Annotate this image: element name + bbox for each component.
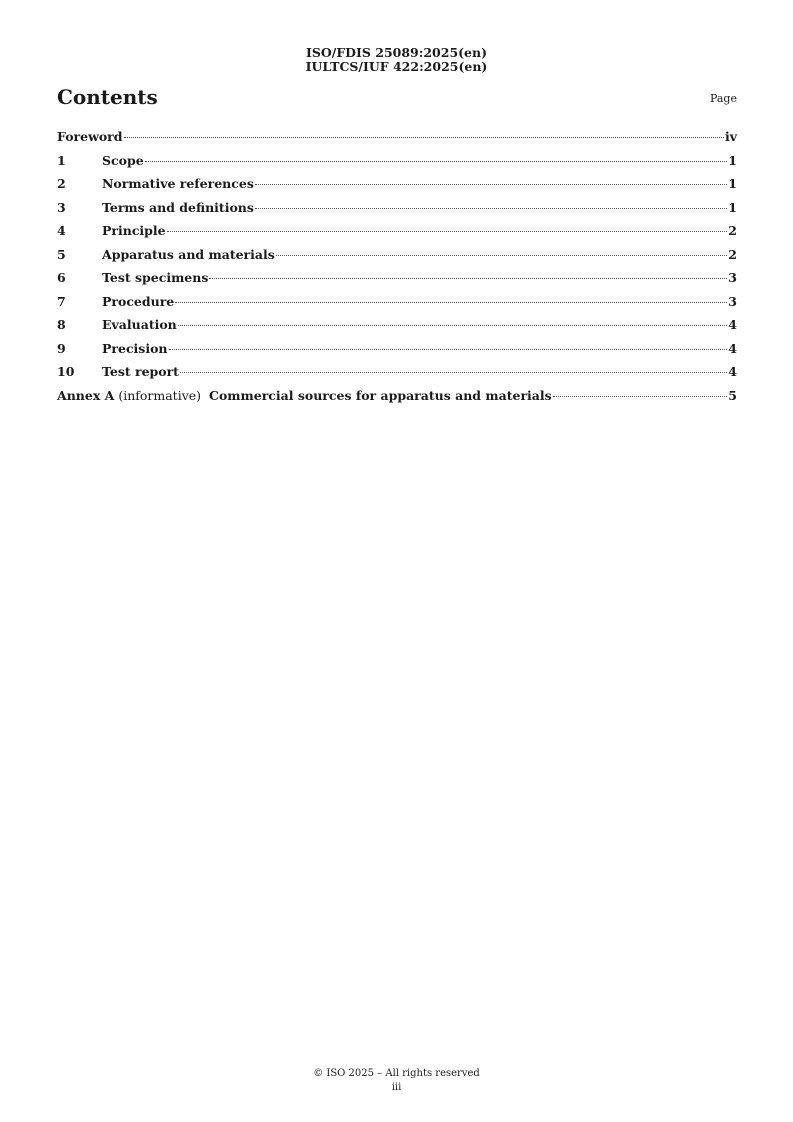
document-header (0, 46, 793, 74)
toc-entry-number: 6 (57, 270, 66, 285)
toc-entry-label: Normative references (102, 176, 254, 191)
toc-entry-evaluation[interactable] (57, 317, 737, 341)
toc-leader-dots (169, 349, 728, 350)
toc-entry-label: Apparatus and materials (102, 246, 275, 262)
toc-entry-label: Commercial sources for apparatus and materials (209, 387, 552, 403)
toc-entry-label: Foreword (57, 129, 123, 144)
toc-leader-dots (255, 208, 727, 209)
toc-entry-precision[interactable] (57, 341, 737, 365)
toc-leader-dots (553, 396, 728, 397)
toc-leader-dots (209, 278, 727, 279)
toc-entry-page: 4 (728, 364, 737, 379)
toc-entry-page: iv (724, 129, 737, 144)
toc-entry-page: 4 (728, 340, 737, 356)
toc-entry-page: 2 (728, 223, 737, 238)
toc-entry-number: 3 (57, 199, 66, 215)
document-footer (0, 1067, 793, 1095)
toc-leader-dots (255, 184, 727, 185)
toc-entry-principle[interactable] (57, 223, 737, 247)
toc-entry-test-report[interactable] (57, 364, 737, 388)
toc-entry-number: 2 (57, 176, 66, 191)
toc-leader-dots (145, 161, 728, 162)
toc-entry-normative-references[interactable] (57, 176, 737, 200)
toc-entry-page: 1 (728, 176, 737, 191)
toc-entry-terms-and-definitions[interactable] (57, 200, 737, 224)
contents-title-row (57, 84, 737, 112)
toc-entry-number: 9 (57, 340, 66, 356)
table-of-contents (57, 129, 737, 411)
toc-entry-label: Terms and definitions (102, 199, 254, 215)
toc-entry-label: Test specimens (102, 270, 209, 285)
toc-entry-label: Procedure (102, 293, 175, 309)
toc-entry-page: 3 (728, 270, 737, 285)
toc-entry-label: Precision (102, 340, 168, 356)
copyright-notice: © ISO 2025 – All rights reserved (313, 1068, 480, 1079)
toc-entry-page: 2 (728, 246, 737, 262)
toc-entry-number: 4 (57, 223, 66, 238)
toc-annex-qualifier: (informative) (118, 387, 202, 403)
toc-entry-label: Scope (102, 152, 144, 168)
toc-entry-number: 7 (57, 293, 66, 309)
toc-entry-test-specimens[interactable] (57, 270, 737, 294)
toc-entry-page: 3 (728, 293, 737, 309)
toc-entry-number: 5 (57, 246, 66, 262)
toc-entry-label: Principle (102, 223, 166, 238)
toc-entry-page: 1 (728, 152, 737, 168)
toc-entry-page: 4 (728, 317, 737, 332)
toc-entry-annex-a[interactable] (57, 388, 737, 412)
toc-annex-prefix: Annex A (57, 387, 115, 403)
toc-leader-dots (167, 231, 728, 232)
toc-leader-dots (180, 372, 727, 373)
toc-entry-scope[interactable] (57, 153, 737, 177)
toc-entry-label: Evaluation (102, 317, 177, 332)
page-column-label: Page (709, 92, 737, 105)
toc-leader-dots (178, 325, 728, 326)
toc-entry-foreword[interactable] (57, 129, 737, 153)
toc-entry-procedure[interactable] (57, 294, 737, 318)
toc-entry-label: Test report (102, 364, 179, 379)
header-iso-reference: ISO/FDIS 25089:2025(en) (305, 45, 488, 60)
header-iultcs-reference: IULTCS/IUF 422:2025(en) (305, 59, 488, 74)
toc-entry-apparatus-and-materials[interactable] (57, 247, 737, 271)
contents-title: Contents (57, 85, 158, 109)
toc-leader-dots (175, 302, 727, 303)
toc-entry-number: 1 (57, 152, 66, 168)
toc-entry-page: 5 (728, 387, 737, 403)
toc-leader-dots (276, 255, 728, 256)
page-number: iii (391, 1082, 402, 1093)
toc-entry-page: 1 (728, 199, 737, 215)
toc-leader-dots (124, 137, 724, 138)
toc-entry-number: 10 (57, 364, 75, 379)
toc-entry-number: 8 (57, 317, 66, 332)
